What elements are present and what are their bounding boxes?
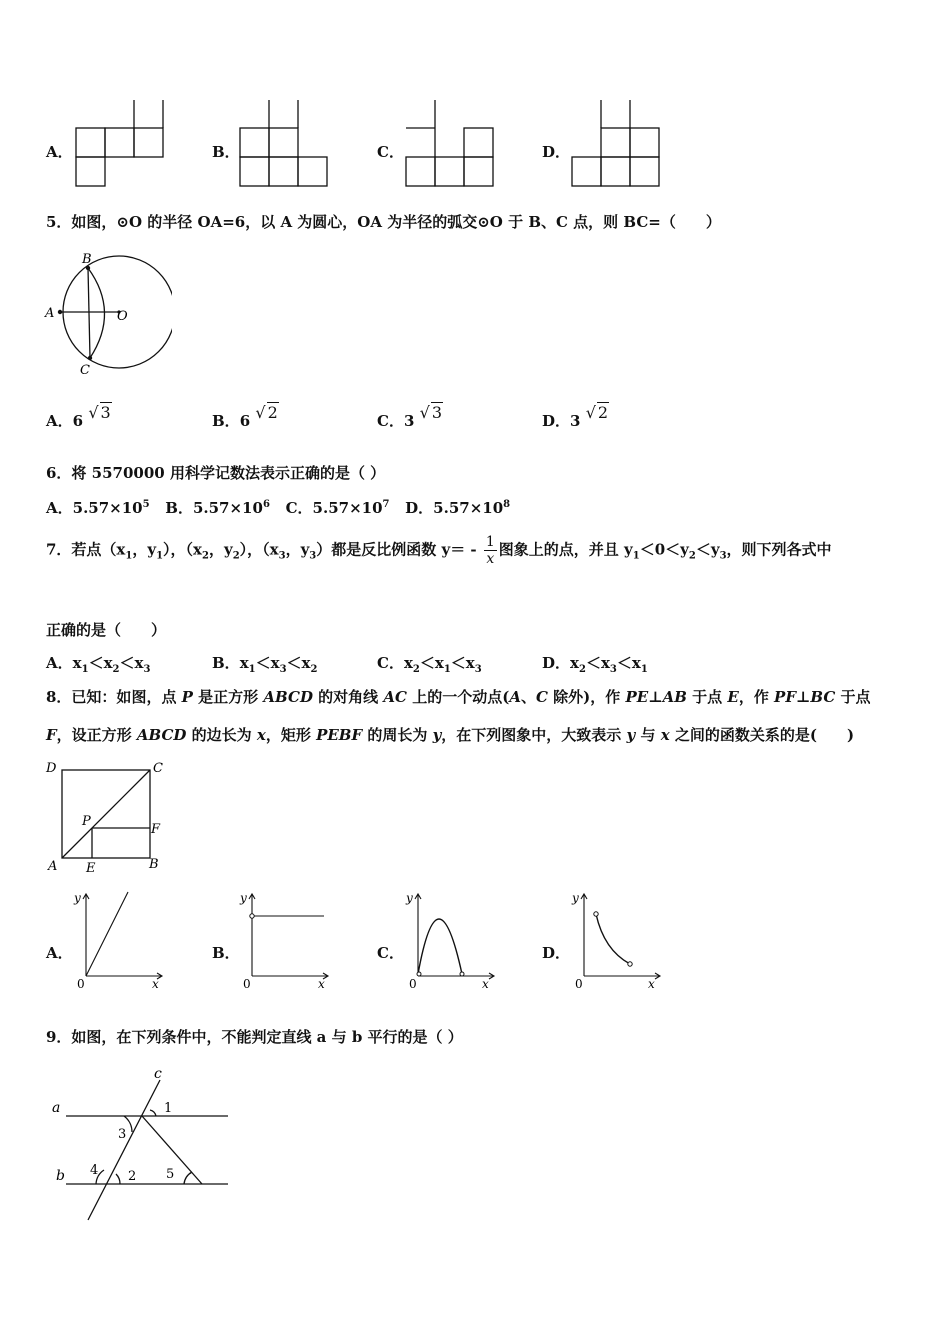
- q4-option-d-figure: [568, 98, 668, 190]
- q5-label-o: O: [117, 309, 128, 324]
- q5-option-a-coef: 6: [72, 412, 84, 430]
- q8-graph-c-x: x: [482, 977, 489, 991]
- q5-option-d-label: D．: [542, 412, 571, 430]
- q4-option-c-figure: [402, 98, 502, 190]
- q9-label-3: 3: [118, 1127, 127, 1142]
- q4-option-d-label: D．: [542, 143, 571, 161]
- q5-option-a: [46, 403, 112, 431]
- q6-option-b: B．$5.57\times 10^6$: [165, 499, 270, 517]
- q8-option-b-label: B．: [212, 944, 240, 962]
- q5-option-b-coef: 6: [239, 412, 251, 430]
- q8-graph-d-x: x: [648, 977, 655, 991]
- q5-stem: 5．如图，⊙O 的半径 OA=6，以 A 为圆心，OA 为半径的弧交⊙O 于 B、C 点，则 BC=（ ）: [46, 213, 721, 231]
- q9-label-1: 1: [164, 1101, 173, 1116]
- q6-option-c: C．$5.57\times 10^7$: [285, 499, 390, 517]
- q9-label-c: c: [154, 1066, 162, 1082]
- q5-circle-figure: [42, 248, 172, 383]
- q7-stem-line1: 7．若点（$x_1$，$y_1$），（$x_2$，$y_2$），（$x_3$，$y_3$）都是反比例函数 y＝ - $\frac{1}{x}$ 图象上的点，并且 $y_1<0<y_2<y_3$，则下列各式中: [46, 534, 832, 567]
- q8-graph-a-x: x: [152, 977, 159, 991]
- q7-fraction: $\frac{1}{x}$: [485, 534, 495, 567]
- q7-option-d: D．$x_2<x_3<x_1$: [542, 654, 648, 675]
- q5-option-d: [542, 403, 609, 431]
- q8-label-b: B: [149, 857, 159, 872]
- q5-option-a-sqrt: √ 3: [88, 403, 111, 422]
- q6-option-a: A．$5.57\times 10^5$: [46, 499, 150, 517]
- q9-label-5: 5: [166, 1167, 175, 1182]
- q8-graph-d-origin: 0: [575, 977, 583, 991]
- q7-stem-start: 7．若点（x: [46, 540, 126, 559]
- q5-option-b: [212, 403, 279, 431]
- q8-graph-b-origin: 0: [243, 977, 251, 991]
- q6-option-d: D．$5.57\times 10^8$: [405, 499, 511, 517]
- q5-option-d-sqrt: √ 2: [585, 403, 609, 422]
- q8-graph-d-y: y: [572, 891, 579, 905]
- q9-parallel-lines-figure: [46, 1064, 246, 1228]
- q7-stem-line2: 正确的是（ ）: [46, 621, 167, 639]
- q9-label-b: b: [56, 1168, 65, 1184]
- q5-option-c-coef: 3: [403, 412, 415, 430]
- q8-square-figure: [42, 758, 172, 876]
- q8-graph-d: [570, 890, 670, 992]
- q8-option-d-label: D．: [542, 944, 571, 962]
- q9-label-4: 4: [90, 1163, 99, 1178]
- q5-option-b-label: B．: [212, 412, 240, 430]
- q8-graph-c: [404, 890, 504, 992]
- q8-label-a: A: [48, 859, 58, 874]
- q7-option-b: B．$x_1<x_3<x_2$: [212, 654, 318, 675]
- q4-option-a-figure: [70, 98, 170, 190]
- q5-label-a: A: [45, 306, 55, 321]
- q5-option-d-coef: 3: [570, 412, 581, 430]
- q8-option-a-label: A．: [46, 944, 73, 962]
- q5-option-a-label: A．: [46, 412, 73, 430]
- q4-option-b-figure: [236, 98, 336, 190]
- q8-option-c-label: C．: [377, 944, 404, 962]
- q8-label-e: E: [86, 861, 96, 876]
- q6-options: [46, 497, 510, 518]
- q9-label-2: 2: [128, 1169, 137, 1184]
- q5-option-c: [377, 403, 443, 431]
- q6-stem: 6．将 5570000 用科学记数法表示正确的是（ ）: [46, 464, 386, 482]
- q8-stem-line2: F，设正方形 ABCD 的边长为 x，矩形 PEBF 的周长为 y，在下列图象中，大致表示 y 与 x 之间的函数关系的是( ): [46, 726, 855, 744]
- q4-option-c-label: C．: [377, 143, 404, 161]
- q5-option-c-sqrt: √ 3: [419, 403, 443, 422]
- q8-stem-line1: 8．已知：如图，点 P 是正方形 ABCD 的对角线 AC 上的一个动点(A、C 除外)，作 PE⊥AB 于点 E，作 PF⊥BC 于点: [46, 688, 871, 706]
- q8-graph-a-origin: 0: [77, 977, 85, 991]
- q8-graph-c-origin: 0: [409, 977, 417, 991]
- q8-label-c: C: [153, 761, 163, 776]
- q7-option-a: A．$x_1<x_2<x_3$: [46, 654, 151, 675]
- q4-option-a-label: A．: [46, 143, 73, 161]
- q7-option-c: C．$x_2<x_1<x_3$: [377, 654, 482, 675]
- q8-graph-a: [72, 890, 172, 992]
- q8-graph-a-y: y: [74, 891, 81, 905]
- q5-label-c: C: [80, 363, 90, 378]
- q8-label-f: F: [151, 822, 161, 837]
- q8-graph-b-y: y: [240, 891, 247, 905]
- q8-graph-b-x: x: [318, 977, 325, 991]
- q4-option-b-label: B．: [212, 143, 240, 161]
- q8-label-p: P: [82, 814, 91, 829]
- q5-option-b-sqrt: √ 2: [255, 403, 278, 422]
- q8-graph-b: [238, 890, 338, 992]
- q5-option-c-label: C．: [377, 412, 404, 430]
- q9-stem: 9．如图，在下列条件中，不能判定直线 a 与 b 平行的是（ ）: [46, 1028, 463, 1046]
- q8-label-d: D: [46, 761, 57, 776]
- q9-label-a: a: [52, 1100, 61, 1116]
- q8-graph-c-y: y: [406, 891, 413, 905]
- q5-label-b: B: [82, 252, 92, 267]
